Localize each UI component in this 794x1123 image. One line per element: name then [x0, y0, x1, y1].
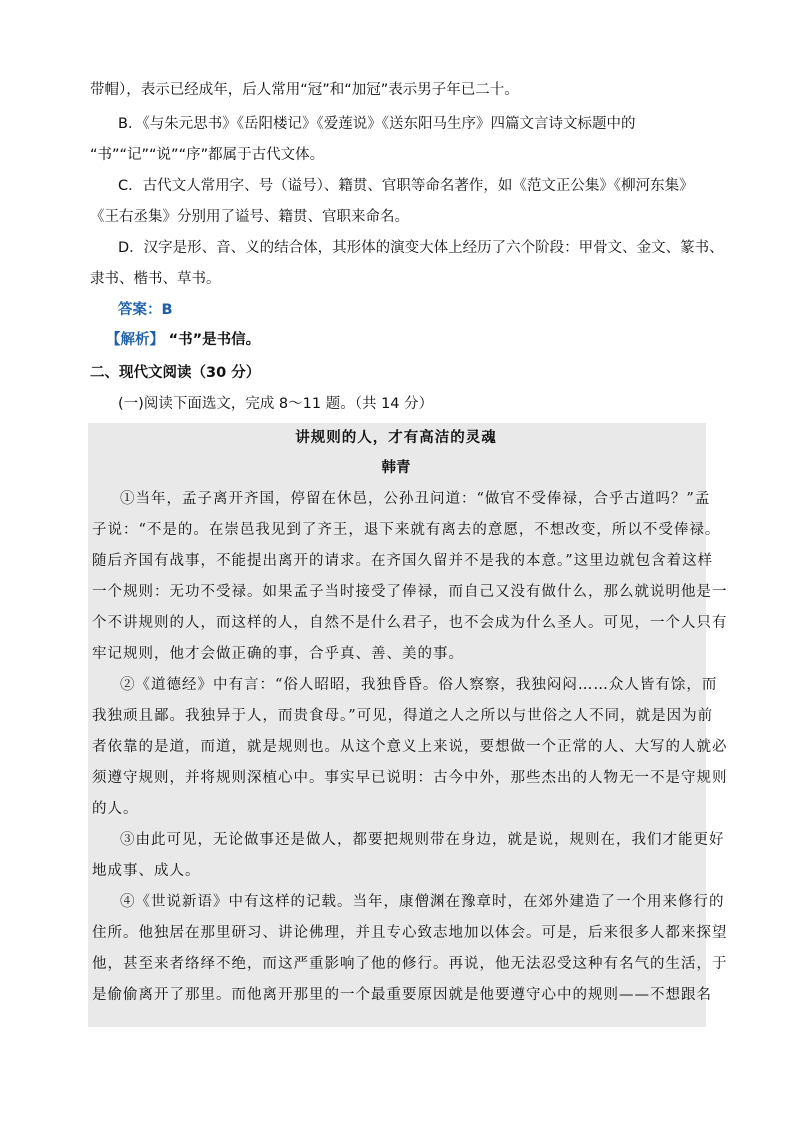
section-intro: (一)阅读下面选文，完成 8～11 题。（共 14 分） — [118, 396, 434, 412]
option-b-line-2: “书”“记”“说”“序”都属于古代文体。 — [90, 147, 325, 163]
paragraph-2-line: ②《道德经》中有言：“俗人昭昭，我独昏昏。俗人察察，我独闷闷……众人皆有馀，而 — [120, 677, 718, 693]
paragraph-4-line: ④《世说新语》中有这样的记载。当年，康僧渊在豫章时，在郊外建造了一个用来修行的 — [120, 894, 725, 910]
paragraph-4-line: 住所。他独居在那里研习、讲论佛理，并且专心致志地加以体会。可是，后来很多人都来探望 — [92, 925, 728, 941]
paragraph-4-line: 是偷偷离开了那里。而他离开那里的一个最重要原因就是他要遵守心中的规则——不想跟名 — [92, 987, 712, 1003]
option-d-line-2: 隶书、楷书、草书。 — [90, 271, 221, 287]
option-b-line-1: B．《与朱元思书》《岳阳楼记》《爱莲说》《送东阳马生序》四篇文言诗文标题中的 — [118, 116, 636, 132]
section-heading: 二、现代文阅读（30 分） — [90, 365, 261, 381]
paragraph-2-line: 的人。 — [92, 801, 139, 817]
option-c-line-2: 《王右丞集》分别用了谥号、籍贯、官职来命名。 — [90, 209, 409, 225]
paragraph-1-line: 个不讲规则的人，而这样的人，自然不是什么君子，也不会成为什么圣人。可见，一个人只有 — [92, 615, 728, 631]
paragraph-1-line: ①当年，孟子离开齐国，停留在休邑，公孙丑问道：“做官不受俸禄，合乎古道吗？”孟 — [120, 491, 711, 507]
paragraph-3-line: 地成事、成人。 — [92, 863, 201, 879]
paragraph-2-line: 者依靠的是道，而道，就是规则也。从这个意义上来说，要想做一个正常的人、大写的人就必 — [92, 739, 728, 755]
paragraph-1-line: 随后齐国有战事，不能提出离开的请求。在齐国久留并不是我的本意。”这里边就包含着这样 — [92, 553, 714, 569]
analysis-line — [106, 330, 722, 350]
option-d-line-1: D．汉字是形、音、义的结合体，其形体的演变大体上经历了六个阶段：甲骨文、金文、篆书、 — [118, 240, 724, 256]
analysis-label: 【解析】 — [106, 332, 164, 348]
reading-title: 讲规则的人，才有高洁的灵魂 — [295, 429, 497, 446]
paragraph-1-line: 一个规则：无功不受禄。如果孟子当时接受了俸禄，而自己又没有做什么，那么就说明他是一 — [92, 584, 728, 600]
paragraph-4-line: 他，甚至来者络绎不绝，而这严重影响了他的修行。再说，他无法忍受这种有名气的生活，于 — [92, 956, 728, 972]
analysis-text: “书”是书信。 — [168, 332, 261, 348]
paragraph-3-line: ③由此可见，无论做事还是做人，都要把规则带在身边，就是说，规则在，我们才能更好 — [120, 832, 725, 848]
answer-label: 答案：B — [118, 302, 173, 318]
option-c-line-1: C．古代文人常用字、号（谥号）、籍贯、官职等命名著作，如《范文正公集》《柳河东集》 — [118, 178, 694, 194]
paragraph-1-line: 牢记规则，他才会做正确的事，合乎真、善、美的事。 — [92, 646, 464, 662]
paragraph-1-line: 子说：“不是的。在崇邑我见到了齐王，退下来就有离去的意愿，不想改变，所以不受俸禄。 — [92, 522, 721, 538]
reading-author: 韩青 — [381, 459, 411, 476]
option-a-continuation: 带帽），表示已经成年，后人常用“冠”和“加冠”表示男子年已二十。 — [90, 82, 519, 98]
paragraph-2-line: 须遵守规则，并将规则深植心中。事实早已说明：古今中外，那些杰出的人物无一不是守规则 — [92, 770, 728, 786]
paragraph-2-line: 我独顽且鄙。我独异于人，而贵食母。”可见，得道之人之所以与世俗之人不同，就是因为前 — [92, 708, 714, 724]
